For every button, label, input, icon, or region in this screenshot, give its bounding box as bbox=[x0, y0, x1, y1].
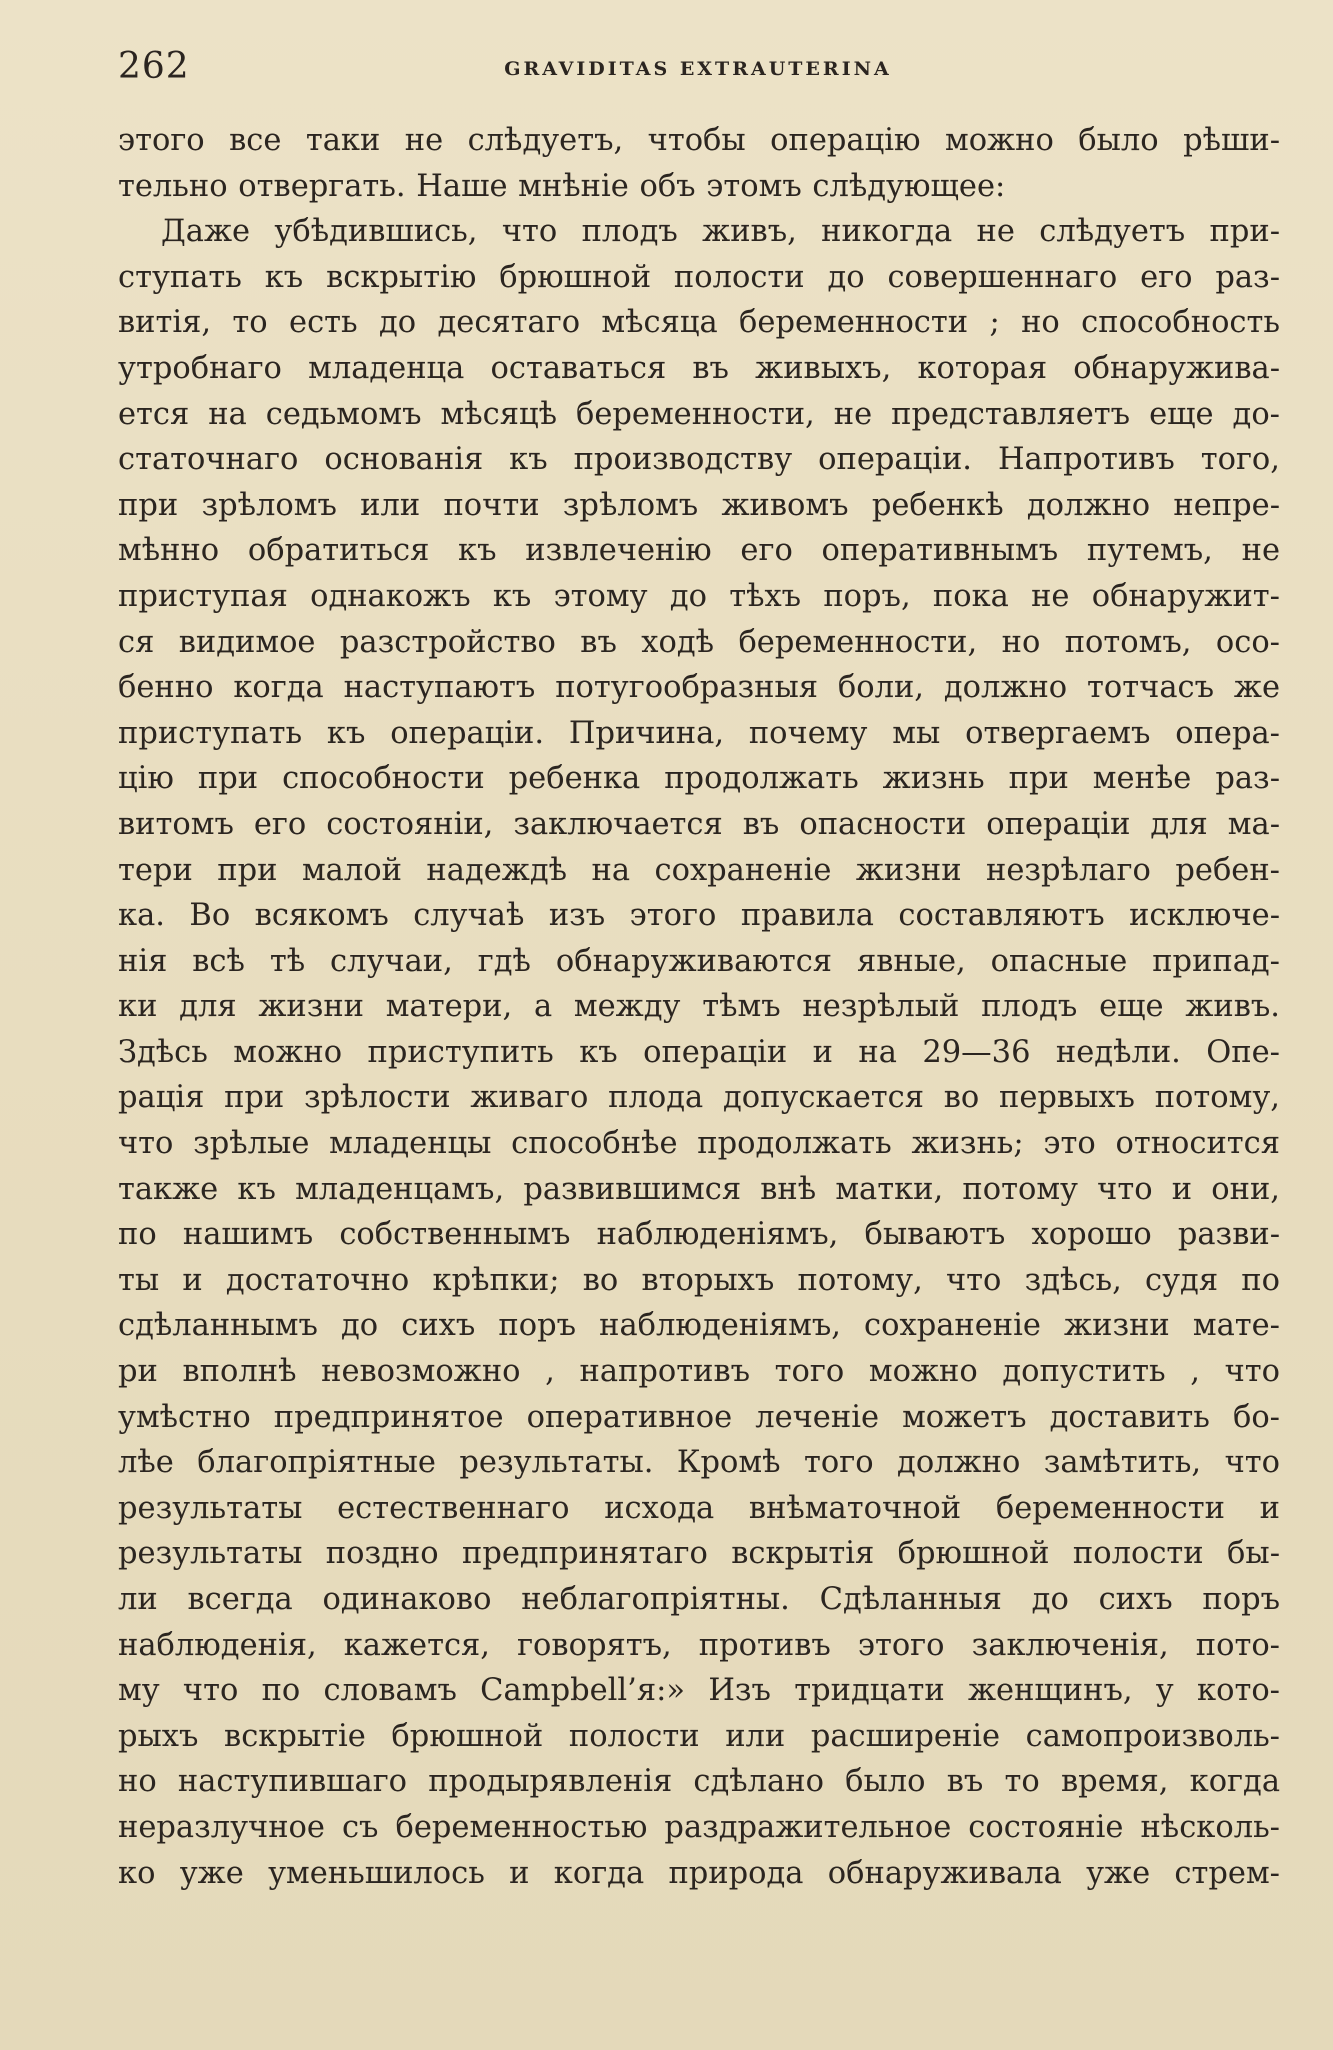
text-line: этого все таки не слѣдуетъ, чтобы операцію можно было рѣши- bbox=[118, 123, 1280, 158]
text-line: Даже убѣдившись, что плодъ живъ, никогда не слѣдуетъ при- bbox=[161, 214, 1280, 250]
page-number: 262 bbox=[118, 46, 190, 87]
text-line: наблюденія, кажется, говорятъ, противъ этого заключенія, пото- bbox=[118, 1627, 1280, 1663]
text-line: рыхъ вскрытіе брюшной полости или расширеніе самопроизволь- bbox=[118, 1718, 1280, 1754]
text-line: тельно отвергать. Наше мнѣніе объ этомъ слѣдующее: bbox=[118, 168, 1006, 204]
text-line: ки для жизни матери, а между тѣмъ незрѣлый плодъ еще живъ. bbox=[118, 989, 1280, 1025]
text-line: цію при способности ребенка продолжать жизнь при менѣе раз- bbox=[118, 761, 1280, 797]
text-line: нія всѣ тѣ случаи, гдѣ обнаруживаются явные, опасные припад- bbox=[118, 943, 1280, 979]
text-line: неразлучное съ беременностью раздражительное состояніе нѣсколь- bbox=[118, 1809, 1280, 1845]
text-line: рація при зрѣлости живаго плода допускается во первыхъ потому, bbox=[118, 1080, 1280, 1116]
text-line: ли всегда одинаково неблагопріятны. Сдѣланныя до сихъ поръ bbox=[118, 1582, 1280, 1617]
body-text bbox=[118, 118, 1280, 1896]
text-line: бенно когда наступаютъ потугообразныя боли, должно тотчасъ же bbox=[118, 670, 1280, 706]
running-title: GRAVIDITAS EXTRAUTERINA bbox=[504, 58, 892, 80]
text-line: что зрѣлые младенцы способнѣе продолжать жизнь; это относится bbox=[118, 1126, 1280, 1162]
text-line: приступая однакожъ къ этому до тѣхъ поръ, пока не обнаружит- bbox=[118, 578, 1280, 614]
text-line: ступать къ вскрытію брюшной полости до совершеннаго его раз- bbox=[118, 259, 1280, 295]
text-line: также къ младенцамъ, развившимся внѣ матки, потому что и они, bbox=[118, 1171, 1280, 1207]
text-line: утробнаго младенца оставаться въ живыхъ, которая обнаружива- bbox=[118, 350, 1280, 386]
text-line: при зрѣломъ или почти зрѣломъ живомъ ребенкѣ должно непре- bbox=[118, 487, 1280, 523]
text-line: ся видимое разстройство въ ходѣ беременности, но потомъ, осо- bbox=[118, 624, 1280, 660]
text-line: результаты поздно предпринятаго вскрытія брюшной полости бы- bbox=[118, 1536, 1280, 1572]
text-line: витомъ его состояніи, заключается въ опасности операціи для ма- bbox=[118, 806, 1280, 842]
text-line: результаты естественнаго исхода внѣматочной беременности и bbox=[118, 1490, 1280, 1526]
text-line: но наступившаго продырявленія сдѣлано было въ то время, когда bbox=[118, 1764, 1280, 1800]
text-line: ри вполнѣ невозможно , напротивъ того можно допустить , что bbox=[118, 1354, 1280, 1390]
text-line: ты и достаточно крѣпки; во вторыхъ потому, что здѣсь, судя по bbox=[118, 1262, 1280, 1298]
text-line: тери при малой надеждѣ на сохраненіе жизни незрѣлаго ребен- bbox=[118, 852, 1280, 888]
text-line: умѣстно предпринятое оперативное леченіе можетъ доставить бо- bbox=[118, 1399, 1280, 1435]
text-line: витія, то есть до десятаго мѣсяца беременности ; но способность bbox=[118, 305, 1280, 341]
text-line: мѣнно обратиться къ извлеченію его оперативнымъ путемъ, не bbox=[118, 533, 1280, 569]
text-line: Здѣсь можно приступить къ операціи и на 29—36 недѣли. Опе- bbox=[118, 1034, 1280, 1070]
text-line: статочнаго основанія къ производству операціи. Напротивъ того, bbox=[118, 442, 1280, 478]
text-line: ко уже уменьшилось и когда природа обнаруживала уже стрем- bbox=[118, 1855, 1280, 1891]
text-line: му что по словамъ Campbell’я:» Изъ тридцати женщинъ, у кото- bbox=[118, 1673, 1280, 1709]
text-line: ка. Во всякомъ случаѣ изъ этого правила составляютъ исключе- bbox=[118, 898, 1280, 934]
text-line: по нашимъ собственнымъ наблюденіямъ, бываютъ хорошо разви- bbox=[118, 1217, 1280, 1253]
text-line: лѣе благопріятные результаты. Кромѣ того должно замѣтить, что bbox=[118, 1445, 1280, 1481]
text-line: ется на седьмомъ мѣсяцѣ беременности, не представляетъ еще до- bbox=[118, 396, 1280, 432]
page-header bbox=[118, 46, 1278, 96]
text-line: приступать къ операціи. Причина, почему мы отвергаемъ опера- bbox=[118, 715, 1280, 751]
text-line: сдѣланнымъ до сихъ поръ наблюденіямъ, сохраненіе жизни мате- bbox=[118, 1308, 1280, 1344]
